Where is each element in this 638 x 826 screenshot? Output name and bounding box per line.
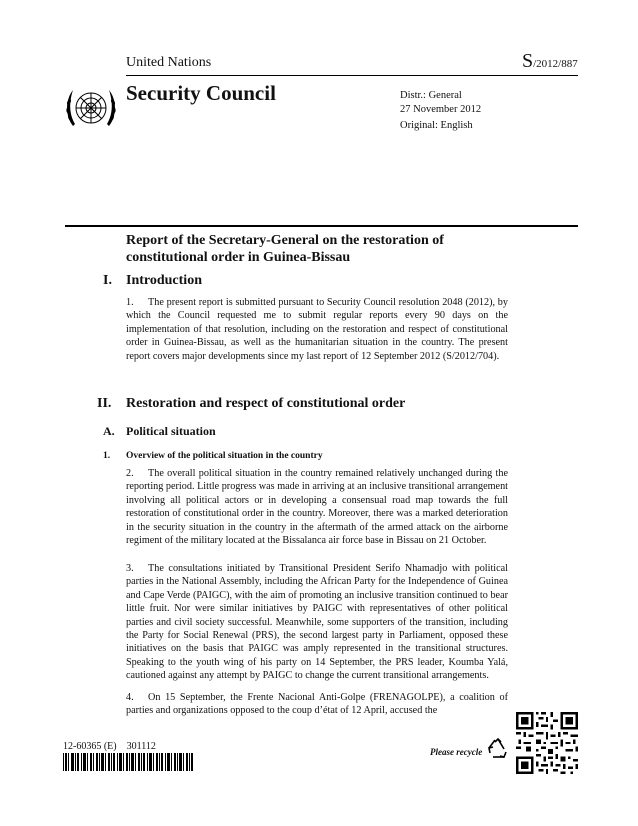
paragraph-1 [126,296,508,363]
paragraph-1-number: 1. [126,297,134,308]
barcode-icon [63,753,193,771]
section-2-number: II. [97,396,112,411]
paragraph-2 [126,467,508,547]
paragraph-2-number: 2. [126,468,134,479]
header-rule [126,75,578,76]
subsubsection-1-title: Overview of the political situation in the country [126,451,323,461]
subsubsection-1-number: 1. [103,451,111,461]
paragraph-2-text: The overall political situation in the country remained relatively unchanged during the reporting period. Little progress was made in arriving at an inclusive transitional arrangement involving all political actors or in developing a consensual road map towards the full restoration of constitutional order in the country. Moreover, there was a marked deterioration in the security situation in the country in the aftermath of the armed attack on the airborne regiment of the military located at the Bissalanca air force base in Bissau on 21 October. [126,468,508,547]
job-number: 12-60365 (E) 301112 [63,741,156,752]
distribution: Distr.: General [400,90,462,101]
body-name: Security Council [126,81,276,105]
subsection-a-title: Political situation [126,424,216,438]
paragraph-3-number: 3. [126,563,134,574]
paragraph-4 [126,691,508,718]
distribution-info [400,89,481,117]
paragraph-3 [126,562,508,683]
report-title: Report of the Secretary-General on the restoration of constitutional order in Guinea-Bissau [126,233,444,265]
paragraph-4-text: On 15 September, the Frente Nacional Anti-Golpe (FRENAGOLPE), a coalition of parties and organizations opposed to the coup d’état of 12 April, accused the [126,692,508,717]
org-name: United Nations [126,55,212,70]
paragraph-4-number: 4. [126,692,134,703]
un-emblem-icon [63,80,119,136]
document-symbol [522,50,578,73]
section-1-title: Introduction [126,273,202,288]
recycle-label: Please recycle [430,747,483,757]
recycle-icon [487,738,509,760]
section-2-title: Restoration and respect of constitutional order [126,396,406,411]
section-1-number: I. [103,273,112,288]
issue-date: 27 November 2012 [400,104,482,115]
title-rule [65,225,578,227]
paragraph-3-text: The consultations initiated by Transitional President Serifo Nhamadjo with political parties in the National Assembly, including the African Party for the Independence of Guinea and Cape Verde (PAIGC), with the aim of promoting an inclusive transition continued to bear little fruit. Nor were similar initiatives by PAIGC with representatives of other political parties and civil society successful. Meanwhile, some supporters of the transition, including the Party for Social Renewal (PRS), the second largest party in Parliament, opposed these initiatives on the basis that PAIGC was amply represented in the transitional structures. Speaking to the youth wing of his party on 14 September, the PRS leader, Koumba Yalá, cautioned against any attempt by PAIGC to change the current transitional arrangements. [126,563,508,682]
subsection-a-number: A. [103,424,115,438]
symbol-number: /2012/887 [533,58,578,70]
original-language: Original: English [400,120,473,131]
paragraph-1-text: The present report is submitted pursuant to Security Council resolution 2048 (2012), by which the Council requested me to submit regular reports every 90 days on the implementation of that resolution, including on the restoration and respect of constitutional order in Guinea-Bissau, as well as the humanitarian situation in the country. The present report covers major developments since my last report of 12 September 2012 (S/2012/704). [126,297,508,362]
qr-code-icon [516,712,578,774]
symbol-prefix: S [522,50,534,72]
